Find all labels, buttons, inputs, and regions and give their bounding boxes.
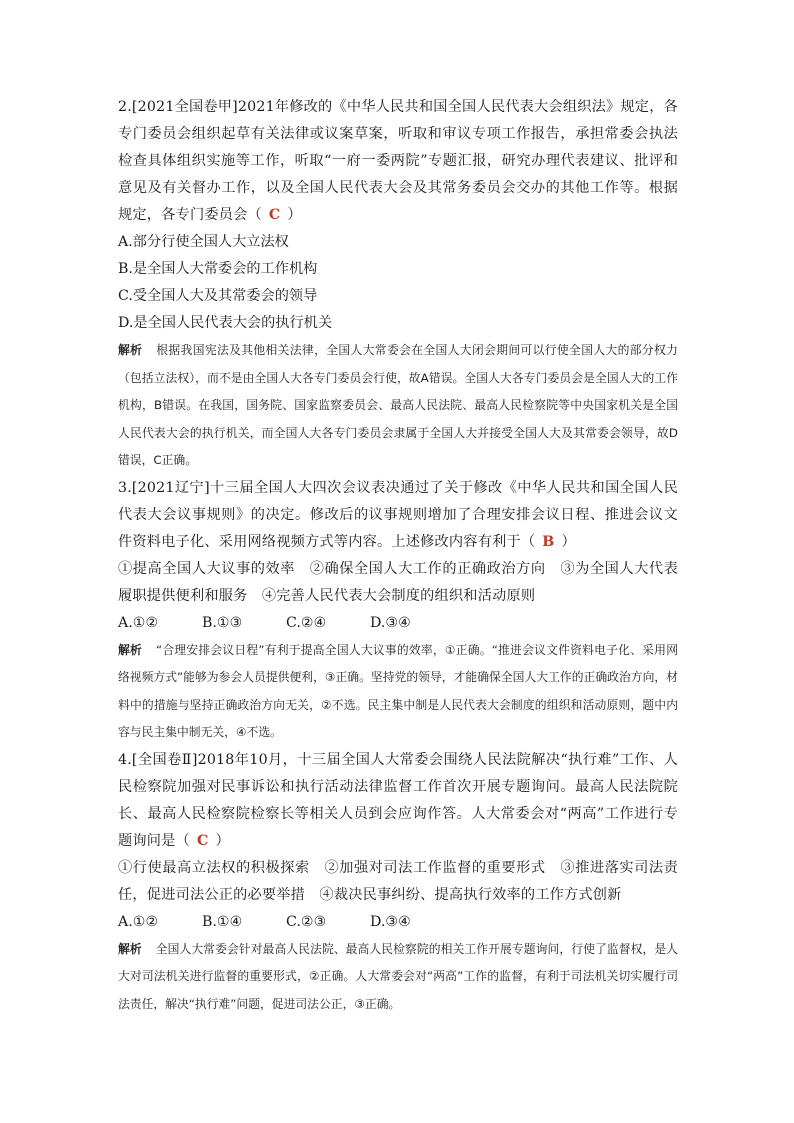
analysis-block bbox=[118, 936, 678, 1019]
question-stem bbox=[118, 94, 678, 229]
stem-close: ） bbox=[215, 832, 230, 849]
choice-b: B.①④ bbox=[202, 913, 243, 930]
question-2 bbox=[118, 94, 678, 475]
answer-letter: C bbox=[268, 207, 281, 223]
statement-list: ①提高全国人大议事的效率 ②确保全国人大工作的正确政治方向 ③为全国人大代表履职提供便利和服务 ④完善人民代表大会制度的组织和活动原则 bbox=[118, 560, 678, 604]
analysis-label: 解析 bbox=[118, 343, 143, 357]
choice-row bbox=[118, 610, 678, 637]
question-3 bbox=[118, 475, 678, 747]
answer-letter: C bbox=[196, 832, 209, 849]
choice-b: B.①③ bbox=[202, 614, 243, 631]
choice-d: D.③④ bbox=[370, 614, 411, 631]
analysis-block bbox=[118, 337, 678, 475]
stem-close: ） bbox=[561, 533, 576, 550]
choice-c: C.②④ bbox=[286, 614, 327, 631]
choice-d: D.③④ bbox=[370, 913, 411, 930]
stem-text: 3.[2021辽宁]十三届全国人大四次会议表决通过了关于修改《中华人民共和国全国人民代表大会议事规则》的决定。修改后的议事规则增加了合理安排会议日程、推进会议文件资料电子化、采用网络视频方式等内容。上述修改内容有利于（ bbox=[118, 479, 678, 550]
analysis-text: 全国人大常委会针对最高人民法院、最高人民检察院的相关工作开展专题询问，行使了监督权，是人大对司法机关进行监督的重要形式，②正确。人大常委会对“两高”工作的监督，有利于司法机关切实履行司法责任，解决“执行难”问题，促进司法公正，③正确。 bbox=[118, 941, 678, 1011]
analysis-label: 解析 bbox=[118, 941, 142, 956]
choice-a: A.①② bbox=[118, 913, 159, 930]
option-b: B.是全国人大常委会的工作机构 bbox=[118, 261, 318, 277]
analysis-text: “合理安排会议日程”有利于提高全国人大议事的效率，①正确。“推进会议文件资料电子化、采用网络视频方式”能够为参会人员提供便利，③正确。坚持党的领导，才能确保全国人大工作的正确政治方向，材料中的措施与坚持正确政治方向无关，②不选。民主集中制是人民代表大会制度的组织和活动原则，题中内容与民主集中制无关，④不选。 bbox=[118, 642, 678, 739]
answer-letter: B bbox=[542, 533, 555, 550]
stem-text: 2.[2021全国卷甲]2021年修改的《中华人民共和国全国人民代表大会组织法》规定，各专门委员会组织起草有关法律或议案草案，听取和审议专项工作报告，承担常委会执法检查具体组织实施等工作，听取“一府一委两院”专题汇报，研究办理代表建议、批评和意见及有关督办工作，以及全国人民代表大会及其常务委员会交办的其他工作等。根据规定，各专门委员会（ bbox=[118, 99, 678, 223]
analysis-block bbox=[118, 637, 678, 747]
analysis-text: 根据我国宪法及其他相关法律，全国人大常委会在全国人大闭会期间可以行使全国人大的部分权力（包括立法权），而不是由全国人大各专门委员会行使，故A错误。全国人大各专门委员会是全国人大的工作机构，B错误。在我国，国务院、国家监察委员会、最高人民法院、最高人民检察院等中央国家机关是全国人民代表大会的执行机关，而全国人大各专门委员会隶属于全国人大并接受全国人大及其常委会领导，故D错误，C正确。 bbox=[118, 343, 678, 467]
stem-close: ） bbox=[287, 207, 302, 223]
option-c: C.受全国人大及其常委会的领导 bbox=[118, 288, 318, 304]
question-4 bbox=[118, 747, 678, 1019]
stem-text: 4.[全国卷Ⅱ]2018年10月，十三届全国人大常委会围绕人民法院解决“执行难”工作、人民检察院加强对民事诉讼和执行活动法律监督工作首次开展专题询问。最高人民法院院长、最高人民检察院检察长等相关人员到会应询作答。人大常委会对“两高”工作进行专题询问是（ bbox=[118, 751, 678, 849]
choice-a: A.①② bbox=[118, 614, 159, 631]
choice-row bbox=[118, 909, 678, 936]
question-stem bbox=[118, 475, 678, 556]
choice-c: C.②③ bbox=[286, 913, 327, 930]
question-stem bbox=[118, 747, 678, 855]
statement-list: ①行使最高立法权的积极探索 ②加强对司法工作监督的重要形式 ③推进落实司法责任，促进司法公正的必要举措 ④裁决民事纠纷、提高执行效率的工作方式创新 bbox=[118, 859, 678, 903]
analysis-label: 解析 bbox=[118, 642, 143, 657]
option-d: D.是全国人民代表大会的执行机关 bbox=[118, 315, 333, 331]
option-a: A.部分行使全国人大立法权 bbox=[118, 234, 289, 250]
document-page bbox=[118, 94, 678, 1018]
